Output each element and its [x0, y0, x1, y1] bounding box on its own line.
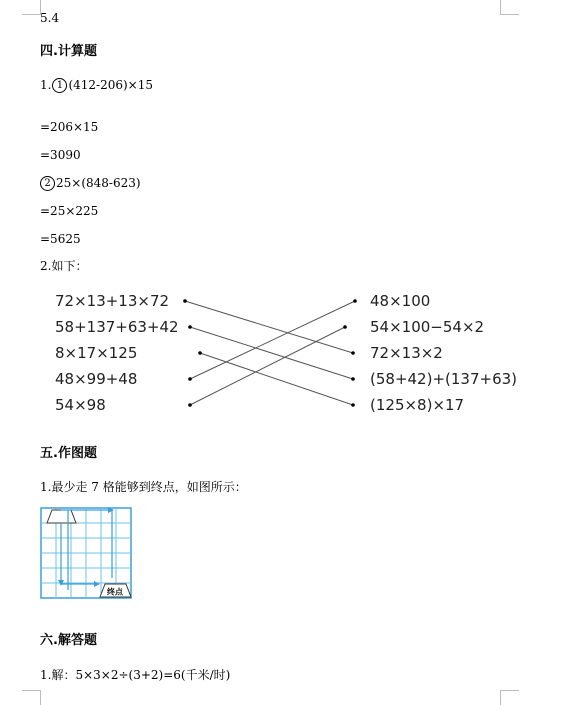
corner-mark-top-right	[500, 0, 519, 15]
left-expression: 72×13+13×72	[55, 292, 170, 310]
section5-q1: 1.最少走 7 格能够到终点，如图所示：	[40, 480, 247, 494]
section5-heading: 五.作图题	[40, 446, 97, 461]
start-marker	[47, 510, 76, 523]
matching-diagram	[40, 286, 540, 418]
q1-expr1: (412-206)×15	[68, 78, 154, 92]
match-line	[190, 301, 355, 379]
right-expression: 54×100−54×2	[370, 318, 485, 336]
section6-q1: 1.解：5×3×2÷(3+2)=6(千米/时)	[40, 668, 231, 682]
left-dot	[188, 377, 192, 381]
left-dot	[198, 351, 202, 355]
right-dot	[351, 351, 355, 355]
q1-step-1: =206×15	[40, 120, 99, 134]
right-expression: 72×13×2	[370, 344, 443, 362]
left-dot	[183, 299, 187, 303]
end-label: 终点	[107, 587, 123, 597]
q2-label: 2.如下：	[40, 259, 88, 273]
q1-expr2: 25×(848-623)	[56, 176, 141, 190]
left-dot	[188, 325, 192, 329]
q1-step-4: =5625	[40, 232, 81, 246]
top-answer: 5.4	[40, 11, 60, 25]
match-line	[185, 301, 353, 353]
q1-step-3: =25×225	[40, 204, 99, 218]
right-expression: (58+42)+(137+63)	[370, 370, 518, 388]
corner-mark-top-left	[22, 0, 41, 15]
right-expression: (125×8)×17	[370, 396, 465, 414]
section4-heading: 四.计算题	[40, 44, 97, 59]
match-line	[190, 327, 345, 405]
q1-step-2: =3090	[40, 148, 81, 162]
right-dot	[353, 299, 357, 303]
section6-heading: 六.解答题	[40, 633, 97, 648]
right-expression: 48×100	[370, 292, 431, 310]
path-grid-figure	[40, 506, 134, 602]
left-dot	[188, 403, 192, 407]
right-dot	[343, 325, 347, 329]
left-expression: 8×17×125	[55, 344, 138, 362]
right-dot	[351, 377, 355, 381]
match-line	[200, 353, 353, 405]
q1-expression-2	[40, 176, 141, 191]
circled-two: 2	[40, 176, 55, 191]
circled-one: 1	[52, 78, 67, 93]
corner-mark-bottom-right	[500, 690, 519, 705]
right-dot	[351, 403, 355, 407]
left-expression: 54×98	[55, 396, 106, 414]
corner-mark-bottom-left	[22, 690, 41, 705]
q1-prefix: 1.	[40, 78, 52, 92]
left-expression: 58+137+63+42	[55, 318, 179, 336]
left-expression: 48×99+48	[55, 370, 138, 388]
q1-expression-1	[40, 78, 153, 93]
